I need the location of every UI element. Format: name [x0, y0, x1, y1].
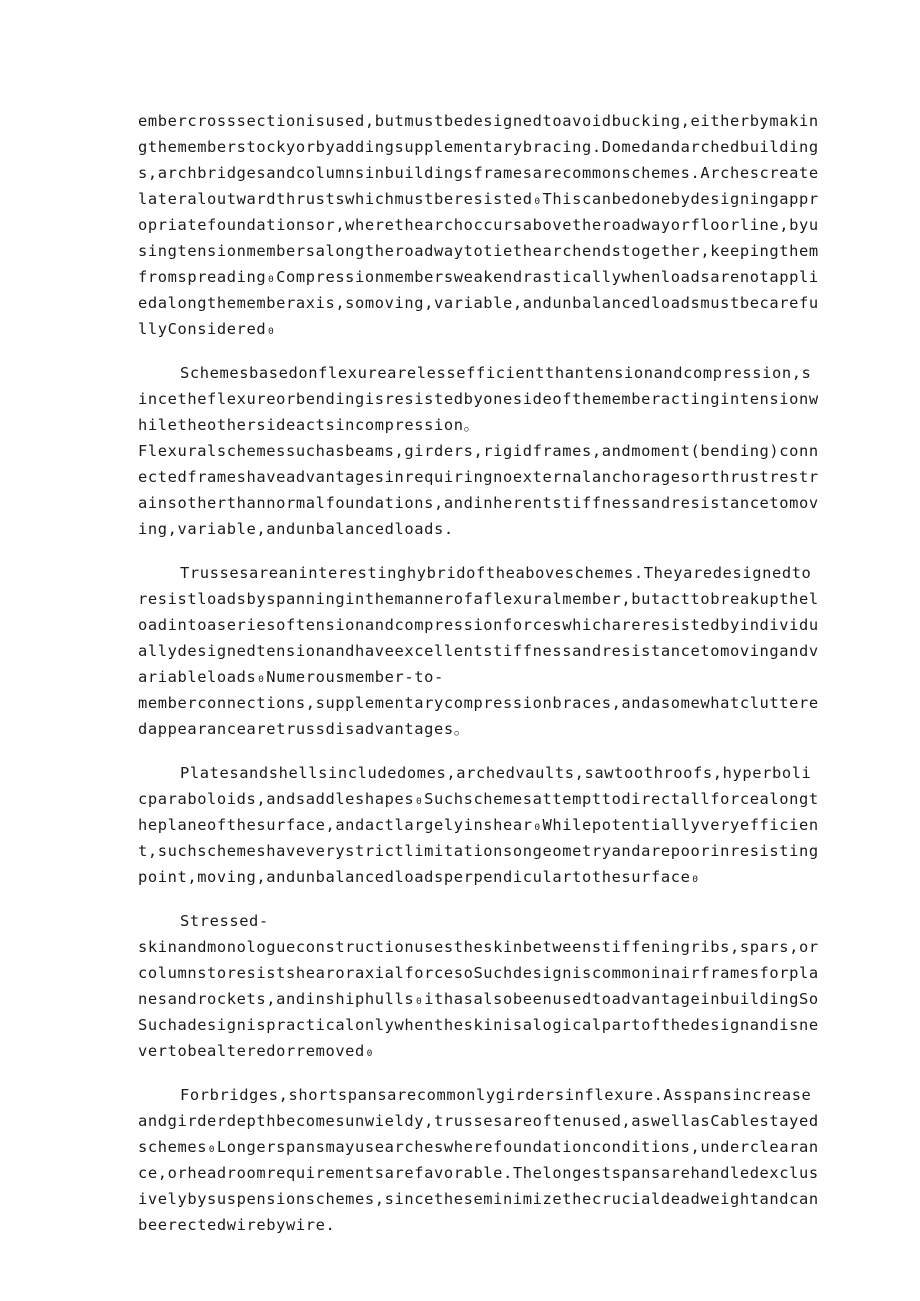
- text-line: ainsotherthannormalfoundations,andinherentstiffnessandresistancetomov: [138, 494, 819, 512]
- text-line: Schemesbasedonflexurearelessefficientthantensionandcompression,s: [180, 364, 812, 382]
- paragraph-stressed-skin: [138, 908, 819, 1064]
- paragraph-trusses: [138, 560, 819, 742]
- paragraph-flexure: [138, 360, 819, 542]
- text-line: Suchadesignispracticalonlywhentheskinisalogicalpartofthedesignandisne: [138, 1016, 819, 1034]
- text-line: ectedframeshaveadvantagesinrequiringnoexternalanchoragesorthrustrestr: [138, 468, 819, 486]
- text-line: point,moving,andunbalancedloadsperpendiculartothesurface₀: [138, 868, 701, 886]
- text-line: resistloadsbyspanninginthemannerofaflexuralmember,butacttobreakupthel: [138, 590, 819, 608]
- text-line: allydesignedtensionandhaveexcellentstiffnessandresistancetomovingandv: [138, 642, 819, 660]
- text-line: Forbridges,shortspansarecommonlygirdersinflexure.Asspansincrease: [180, 1086, 812, 1104]
- text-line: vertobealteredorremoved₀: [138, 1042, 375, 1060]
- text-line: cparaboloids,andsaddleshapes₀Suchschemesattempttodirectallforcealongt: [138, 790, 819, 808]
- text-line: beerectedwirebywire.: [138, 1216, 336, 1234]
- text-line: incetheflexureorbendingisresistedbyonesideofthememberactingintensionw: [138, 390, 819, 408]
- text-line: opriatefoundationsor,wherethearchoccursabovetheroadwayorfloorline,byu: [138, 216, 819, 234]
- text-line: andgirderdepthbecomesunwieldy,trussesareoftenused,aswellasCablestayed: [138, 1112, 819, 1130]
- text-line: heplaneofthesurface,andactlargelyinshear₀Whilepotentiallyveryefficien: [138, 816, 819, 834]
- paragraph-compression: [138, 108, 819, 342]
- text-line: dappearancearetrussdisadvantages。: [138, 720, 470, 738]
- text-line: schemes₀Longerspansmayusearcheswherefoundationconditions,underclearan: [138, 1138, 819, 1156]
- text-line: s,archbridgesandcolumnsinbuildingsframesarecommonschemes.Archescreate: [138, 164, 819, 182]
- text-line: memberconnections,supplementarycompressionbraces,andasomewhatcluttere: [138, 694, 819, 712]
- paragraph-bridges: [138, 1082, 819, 1238]
- text-line: t,suchschemeshaveverystrictlimitationsongeometryandarepoorinresisting: [138, 842, 819, 860]
- text-line: columnstoresistshearoraxialforcesoSuchdesigniscommoninairframesforpla: [138, 964, 819, 982]
- text-line: nesandrockets,andinshiphulls₀ithasalsobeenusedtoadvantageinbuildingSo: [138, 990, 819, 1008]
- text-line: ce,orheadroomrequirementsarefavorable.Thelongestspansarehandledexclus: [138, 1164, 819, 1182]
- text-line: fromspreading₀Compressionmembersweakendrasticallywhenloadsarenotappli: [138, 268, 819, 286]
- text-line: ivelybysuspensionschemes,sincetheseminimizethecrucialdeadweightandcan: [138, 1190, 819, 1208]
- text-line: edalongthememberaxis,somoving,variable,andunbalancedloadsmustbecarefu: [138, 294, 819, 312]
- text-line: Trussesareaninterestinghybridoftheaboveschemes.Theyaredesignedto: [180, 564, 812, 582]
- text-line: ariableloads₀Numerousmember-to-: [138, 668, 444, 686]
- text-line: ing,variable,andunbalancedloads.: [138, 520, 454, 538]
- text-line: hiletheothersideactsincompression。: [138, 416, 480, 434]
- text-line: gthememberstockyorbyaddingsupplementarybracing.Domedandarchedbuilding: [138, 138, 819, 156]
- text-line: Flexuralschemessuchasbeams,girders,rigidframes,andmoment(bending)conn: [138, 442, 819, 460]
- text-line: Stressed-: [180, 912, 269, 930]
- text-line: oadintoaseriesoftensionandcompressionforceswhichareresistedbyindividu: [138, 616, 819, 634]
- text-line: skinandmonologueconstructionusestheskinbetweenstiffeningribs,spars,or: [138, 938, 819, 956]
- paragraph-plates-shells: [138, 760, 819, 890]
- text-line: lateraloutwardthrustswhichmustberesisted₀Thiscanbedonebydesigningappr: [138, 190, 819, 208]
- text-line: llyConsidered₀: [138, 320, 277, 338]
- document-body: [138, 108, 819, 1256]
- text-line: singtensionmembersalongtheroadwaytotiethearchendstogether,keepingthem: [138, 242, 819, 260]
- text-line: embercrosssectionisused,butmustbedesignedtoavoidbucking,eitherbymakin: [138, 112, 819, 130]
- text-line: Platesandshellsincludedomes,archedvaults,sawtoothroofs,hyperboli: [180, 764, 812, 782]
